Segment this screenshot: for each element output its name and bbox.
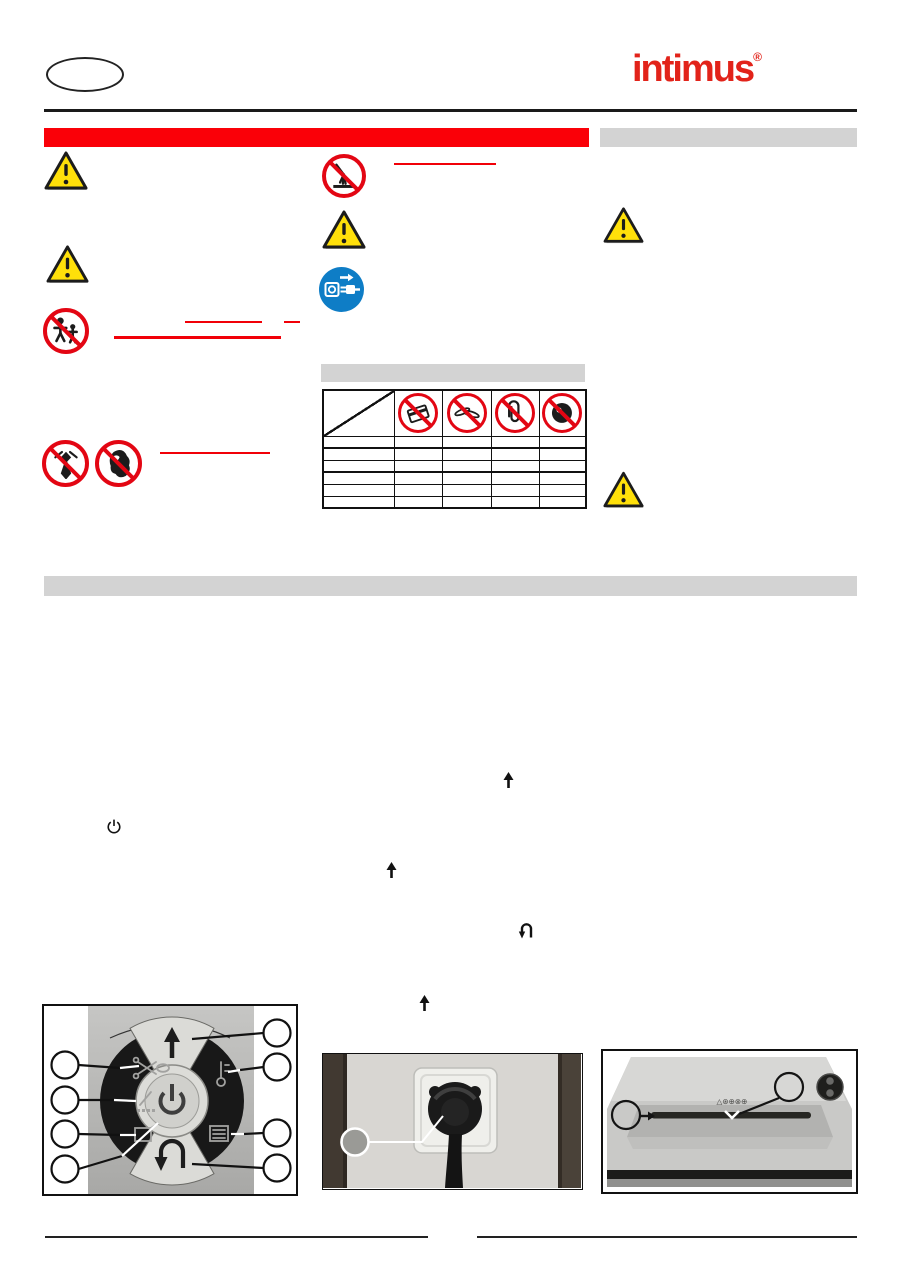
tie-glyph (50, 448, 82, 480)
table-cell (323, 436, 394, 448)
table-cell (394, 436, 442, 448)
table-cell (539, 436, 586, 448)
materials-table (322, 389, 587, 509)
control-panel-figure (42, 1004, 298, 1196)
up-arrow-icon (418, 995, 431, 1012)
callout-circle (264, 1054, 291, 1081)
callout-circle (52, 1087, 79, 1114)
table-cell (394, 460, 442, 472)
footer-rule-right (477, 1236, 857, 1238)
red-underline (284, 321, 300, 323)
no-paper-clips-icon (495, 393, 535, 433)
operation-section-banner (44, 576, 857, 596)
table-cell (539, 496, 586, 508)
brand-name: intimus (632, 48, 754, 90)
table-cell (491, 496, 539, 508)
table-header-row (323, 390, 586, 436)
callout-circle (342, 1129, 369, 1156)
table-cell (539, 460, 586, 472)
table-cell (323, 484, 394, 496)
table-cell (394, 496, 442, 508)
table-cell (323, 460, 394, 472)
no-children-icon (43, 308, 89, 354)
wood-frame-right (562, 1054, 581, 1188)
table-cell (394, 448, 442, 460)
no-long-hair-icon (95, 440, 142, 487)
table-cell (539, 472, 586, 484)
no-ties-icon (42, 440, 89, 487)
table-row (323, 448, 586, 460)
table-cell (442, 496, 491, 508)
table-cell (491, 472, 539, 484)
right-section-banner (600, 128, 857, 147)
table-cell (394, 472, 442, 484)
unplug-mandatory-icon (319, 267, 364, 312)
table-cell (491, 448, 539, 460)
table-section-banner (321, 364, 585, 382)
table-cell (323, 496, 394, 508)
no-credit-cards-icon (398, 393, 438, 433)
red-underline (394, 163, 496, 165)
power-plug-photo (323, 1054, 581, 1188)
feed-slot-photo (603, 1051, 856, 1192)
up-arrow-icon (385, 862, 398, 879)
table-cell (323, 472, 394, 484)
table-cell (491, 484, 539, 496)
red-underline (185, 321, 262, 323)
control-panel-photo (44, 1006, 296, 1194)
no-reaching-into-slot-icon (322, 154, 366, 198)
table-cell (491, 436, 539, 448)
red-underline (160, 452, 270, 454)
reverse-arrow-icon (518, 920, 534, 939)
no-sharp-objects-icon (447, 393, 487, 433)
hand-in-slot-glyph (329, 161, 359, 191)
up-arrow-icon (502, 772, 515, 789)
table-row (323, 484, 586, 496)
warning-triangle-icon (45, 245, 90, 285)
table-cell (539, 484, 586, 496)
table-row (323, 460, 586, 472)
language-oval-badge (46, 57, 124, 92)
table-cell (442, 472, 491, 484)
safety-section-banner (44, 128, 589, 147)
red-underline (114, 336, 281, 339)
table-row (323, 472, 586, 484)
slot-safety-symbols: △⊛⊕⊗⊕ (716, 1097, 748, 1106)
table-cell (442, 436, 491, 448)
feed-slot-figure (601, 1049, 858, 1194)
table-cell (539, 448, 586, 460)
warning-triangle-icon (44, 151, 88, 192)
table-cell (394, 484, 442, 496)
callout-circle (52, 1156, 79, 1183)
table-cell (323, 448, 394, 460)
callout-circle (264, 1155, 291, 1182)
no-cds-icon (542, 393, 582, 433)
table-cell (442, 448, 491, 460)
materials-table-body (323, 436, 586, 508)
table-cell (442, 484, 491, 496)
brand-logo (632, 50, 762, 88)
long-hair-glyph (103, 448, 135, 480)
callout-circle (52, 1121, 79, 1148)
power-symbol-icon (106, 818, 122, 834)
warning-triangle-icon (603, 207, 644, 245)
children-glyph (50, 315, 81, 346)
callout-circle (264, 1120, 291, 1147)
table-cell (442, 460, 491, 472)
power-plug-figure (322, 1053, 583, 1190)
header-rule (44, 109, 857, 112)
table-cell (491, 460, 539, 472)
footer-rule-left (45, 1236, 428, 1238)
callout-circle (52, 1052, 79, 1079)
registered-mark: ® (753, 50, 762, 64)
table-row (323, 496, 586, 508)
wood-frame-left (323, 1054, 343, 1188)
callout-circle (264, 1020, 291, 1047)
table-diagonal-cell (323, 390, 394, 436)
warning-triangle-icon (603, 471, 644, 510)
table-row (323, 436, 586, 448)
warning-triangle-icon (322, 210, 366, 251)
